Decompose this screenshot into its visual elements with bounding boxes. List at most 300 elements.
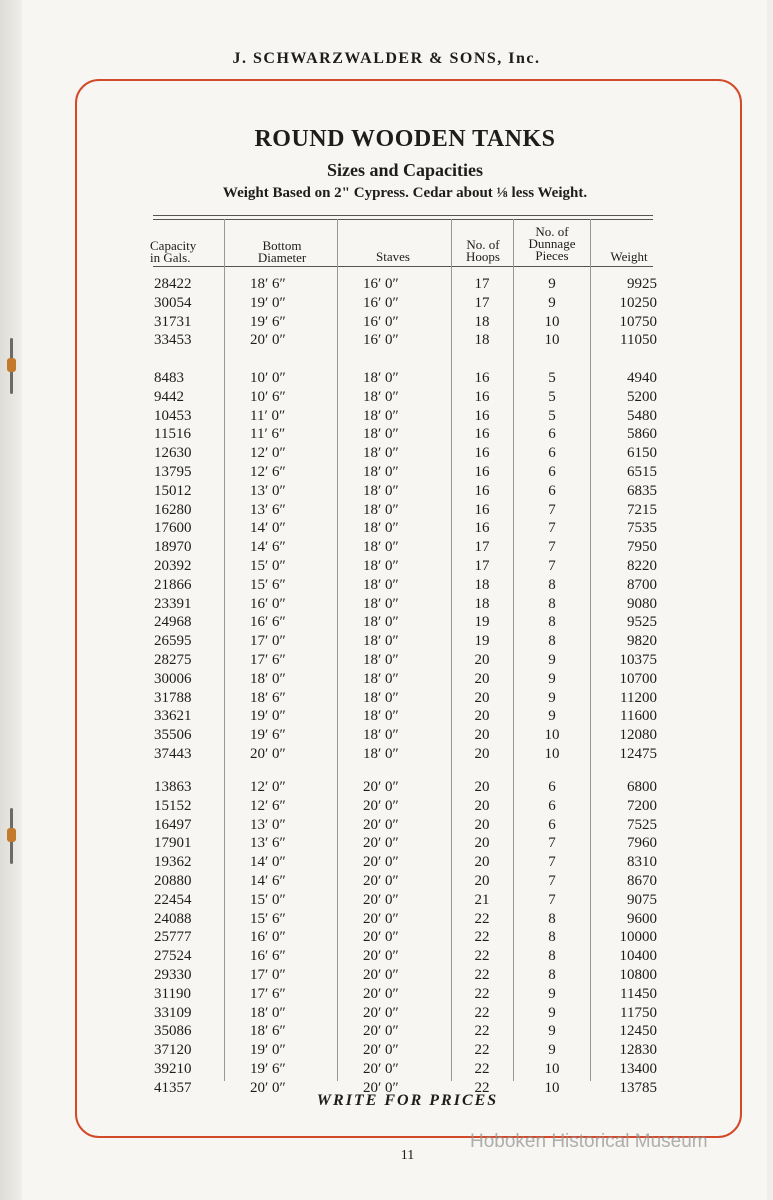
table-cell: 12′ 6″ [250,797,286,814]
table-cell: 13′ 6″ [250,501,286,518]
table-cell: 6515 [627,464,657,480]
table-cell: 11′ 6″ [250,426,286,443]
table-cell: 15′ 6″ [250,910,286,927]
table-row [0,1042,773,1061]
table-cell: 8700 [627,576,657,593]
table-cell: 22 [474,1004,490,1021]
table-cell: 22 [474,1042,490,1059]
table-cell: 9 [548,1004,556,1021]
table-row [0,389,773,408]
table-cell: 9600 [627,910,657,927]
table-row [0,671,773,690]
table-cell: 10400 [619,948,657,965]
table-cell: 12′ 0″ [250,445,286,462]
table-cell: 5860 [627,426,657,443]
col-header-weight: Weight [610,249,648,264]
table-cell: 20′ 0″ [363,929,399,946]
table-cell: 22 [474,929,490,946]
table-cell: 18′ 0″ [363,426,399,443]
table-cell: 18′ 0″ [250,1004,286,1021]
table-cell: 20′ 0″ [363,967,399,983]
table-cell: 20′ 0″ [363,835,399,852]
table-cell: 12630 [154,445,192,462]
table-cell: 10250 [619,294,657,311]
table-cell: 8 [548,595,556,612]
table-cell: 11516 [154,426,191,443]
table-row [0,892,773,911]
table-cell: 22 [474,985,490,1002]
table-cell: 8 [548,910,556,927]
table-cell: 20′ 0″ [363,891,399,908]
table-row [0,276,773,295]
table-cell: 19 [474,614,490,631]
table-cell: 8483 [154,370,184,386]
table-cell: 33621 [154,708,192,725]
table-cell: 10′ 6″ [250,388,286,405]
table-row [0,873,773,892]
table-cell: 20′ 0″ [363,797,399,814]
table-row [0,948,773,967]
table-cell: 9 [548,1042,556,1059]
table-cell: 16497 [154,816,192,833]
table-cell: 20392 [154,558,192,574]
table-cell: 18′ 6″ [250,689,286,706]
table-cell: 41357 [154,1079,192,1096]
table-cell: 19′ 6″ [250,1061,286,1077]
col-header-bottom-diameter: Bottom Diameter [257,238,307,265]
table-cell: 16 [474,407,490,424]
table-cell: 6 [548,816,556,833]
table-cell: 8670 [627,873,657,889]
table-cell: 20′ 0″ [363,816,399,833]
table-cell: 20′ 0″ [250,746,286,762]
table-cell: 16 [474,464,490,480]
table-cell: 13′ 0″ [250,482,286,499]
table-cell: 18′ 0″ [250,670,286,687]
table-cell: 15152 [154,797,192,814]
table-row [0,502,773,521]
table-cell: 10000 [619,929,657,946]
table-cell: 10 [544,727,560,744]
table-cell: 8 [548,614,556,631]
table-cell: 33109 [154,1004,192,1021]
running-head: J. SCHWARZWALDER & SONS, Inc. [232,50,541,67]
table-cell: 18′ 0″ [363,520,399,537]
table-cell: 24968 [154,614,192,631]
weight-note: Weight Based on 2" Cypress. Cedar about ⅛ less Weight. [222,185,588,201]
table-row [0,332,773,351]
table-row [0,408,773,427]
table-cell: 18′ 0″ [363,633,399,650]
table-cell: 6 [548,797,556,814]
col-header-dunnage: No. of Dunnage Pieces [528,224,576,263]
table-row [0,1005,773,1024]
table-row [0,690,773,709]
col-header-capacity: Capacity in Gals. [150,238,197,265]
table-cell: 6 [548,445,556,462]
table-cell: 18′ 0″ [363,388,399,405]
table-cell: 9442 [154,388,184,405]
table-cell: 9525 [627,614,657,631]
table-cell: 16′ 0″ [250,929,286,946]
table-cell: 20′ 0″ [250,1079,286,1096]
table-row [0,633,773,652]
table-cell: 18′ 0″ [363,464,399,480]
table-cell: 16′ 6″ [250,948,286,965]
table-cell: 12450 [619,1023,657,1040]
watermark: Hoboken Historical Museum [470,1131,708,1152]
table-cell: 10800 [619,967,657,983]
table-cell: 7535 [627,520,657,537]
table-cell: 11200 [620,689,657,706]
table-cell: 22 [474,967,490,983]
table-cell: 11050 [620,332,657,349]
table-cell: 20′ 0″ [363,779,399,795]
table-cell: 6 [548,482,556,499]
table-cell: 20′ 0″ [363,1042,399,1059]
table-cell: 22454 [154,891,192,908]
table-cell: 16 [474,426,490,443]
table-cell: 20′ 0″ [363,1004,399,1021]
table-cell: 7 [548,520,556,537]
table-cell: 8 [548,948,556,965]
table-cell: 7200 [627,797,657,814]
col-header-hoops: No. of Hoops [466,237,500,264]
table-row [0,986,773,1005]
table-cell: 15′ 0″ [250,558,286,574]
table-cell: 19 [474,633,490,650]
table-cell: 18970 [154,539,192,556]
table-cell: 7525 [627,816,657,833]
table-cell: 28275 [154,652,192,668]
table-cell: 13785 [619,1079,657,1096]
table-cell: 22 [474,910,490,927]
table-cell: 13795 [154,464,192,480]
table-cell: 12080 [619,727,657,744]
table-cell: 20 [474,670,490,687]
table-cell: 17 [474,276,490,292]
table-row [0,1061,773,1080]
table-cell: 22 [474,1023,490,1040]
table-cell: 20′ 0″ [363,1061,399,1077]
table-cell: 33453 [154,332,192,349]
table-cell: 16′ 6″ [250,614,286,631]
col-header-staves: Staves [376,249,410,264]
table-cell: 13400 [619,1061,657,1077]
table-cell: 22 [474,1079,490,1096]
table-cell: 19′ 6″ [250,727,286,744]
table-cell: 9 [548,652,556,668]
table-cell: 16 [474,501,490,518]
table-cell: 26595 [154,633,192,650]
table-cell: 17′ 6″ [250,652,286,668]
table-row [0,798,773,817]
table-cell: 20 [474,727,490,744]
table-cell: 17 [474,558,490,574]
table-cell: 9820 [627,633,657,650]
table-cell: 10 [544,746,560,762]
table-cell: 7950 [627,539,657,556]
table-cell: 21866 [154,576,192,593]
table-cell: 9 [548,276,556,292]
page-number: 11 [400,1148,415,1163]
table-cell: 20′ 0″ [363,854,399,871]
table-cell: 15′ 6″ [250,576,286,593]
table-cell: 35506 [154,727,192,744]
table-cell: 7215 [627,501,657,518]
table-cell: 8 [548,929,556,946]
table-cell: 14′ 0″ [250,854,286,871]
table-cell: 4940 [627,370,657,386]
table-cell: 18′ 6″ [250,1023,286,1040]
table-cell: 8 [548,633,556,650]
table-row [0,727,773,746]
table-cell: 27524 [154,948,192,965]
table-cell: 18 [474,595,490,612]
table-cell: 20′ 0″ [363,985,399,1002]
table-cell: 20 [474,779,490,795]
table-cell: 5 [548,407,556,424]
table-cell: 16′ 0″ [363,313,399,330]
table-row [0,558,773,577]
table-cell: 9 [548,708,556,725]
table-cell: 18′ 6″ [250,276,286,292]
table-row [0,464,773,483]
table-cell: 20′ 0″ [363,1079,399,1096]
table-cell: 18 [474,576,490,593]
table-cell: 16′ 0″ [250,595,286,612]
table-cell: 16 [474,388,490,405]
table-cell: 16′ 0″ [363,276,399,292]
table-cell: 6835 [627,482,657,499]
table-cell: 20′ 0″ [363,948,399,965]
table-cell: 35086 [154,1023,192,1040]
table-cell: 18′ 0″ [363,370,399,386]
table-cell: 18 [474,332,490,349]
table-cell: 20 [474,689,490,706]
table-cell: 10 [544,1079,560,1096]
table-cell: 9925 [627,276,657,292]
table-cell: 11600 [620,708,657,725]
table-cell: 22 [474,1061,490,1077]
write-for-prices: WRITE FOR PRICES [316,1092,499,1109]
table-row [0,967,773,986]
table-cell: 28422 [154,276,192,292]
table-cell: 31731 [154,313,192,330]
table-cell: 7 [548,501,556,518]
table-cell: 9 [548,689,556,706]
table-cell: 5200 [627,388,657,405]
table-cell: 19′ 0″ [250,1042,286,1059]
table-cell: 10700 [619,670,657,687]
table-cell: 10 [544,332,560,349]
table-cell: 17 [474,294,490,311]
table-cell: 6150 [627,445,657,462]
table-cell: 17′ 6″ [250,985,286,1002]
table-cell: 17′ 0″ [250,967,286,983]
table-cell: 18′ 0″ [363,614,399,631]
table-cell: 10 [544,1061,560,1077]
table-cell: 16 [474,445,490,462]
table-cell: 10 [544,313,560,330]
table-cell: 5480 [627,407,657,424]
table-cell: 9 [548,670,556,687]
table-cell: 7 [548,891,556,908]
table-row [0,577,773,596]
table-cell: 6800 [627,779,657,795]
table-row [0,929,773,948]
table-cell: 18′ 0″ [363,558,399,574]
table-cell: 30054 [154,294,192,311]
table-cell: 12′ 0″ [250,779,286,795]
table-cell: 18′ 0″ [363,482,399,499]
table-cell: 24088 [154,910,192,927]
table-cell: 25777 [154,929,192,946]
table-cell: 39210 [154,1061,192,1077]
table-cell: 6 [548,464,556,480]
table-cell: 16280 [154,501,192,518]
table-row [0,779,773,798]
table-cell: 17600 [154,520,192,537]
table-cell: 10453 [154,407,192,424]
table-cell: 18′ 0″ [363,708,399,725]
table-cell: 20′ 0″ [250,332,286,349]
table-cell: 17901 [154,835,192,852]
table-cell: 20′ 0″ [363,910,399,927]
table-cell: 20 [474,816,490,833]
table-cell: 12475 [619,746,657,762]
table-row [0,746,773,765]
table-cell: 18′ 0″ [363,407,399,424]
page-subtitle: Sizes and Capacities [326,160,483,180]
table-cell: 8 [548,576,556,593]
table-cell: 19362 [154,854,192,871]
table-cell: 18′ 0″ [363,539,399,556]
table-cell: 19′ 0″ [250,708,286,725]
table-row [0,426,773,445]
table-cell: 9 [548,985,556,1002]
table-cell: 18′ 0″ [363,670,399,687]
table-row [0,445,773,464]
page-title: ROUND WOODEN TANKS [254,126,556,152]
table-cell: 16 [474,482,490,499]
table-cell: 22 [474,948,490,965]
table-cell: 10375 [619,652,657,668]
table-cell: 9 [548,294,556,311]
table-cell: 18′ 0″ [363,652,399,668]
table-cell: 16′ 0″ [363,332,399,349]
table-cell: 20 [474,708,490,725]
table-cell: 20 [474,854,490,871]
table-cell: 15012 [154,482,192,499]
table-row [0,817,773,836]
table-cell: 11450 [620,985,657,1002]
table-cell: 15′ 0″ [250,891,286,908]
table-cell: 13863 [154,779,192,795]
table-cell: 16 [474,520,490,537]
table-cell: 20 [474,746,490,762]
table-cell: 17′ 0″ [250,633,286,650]
table-cell: 8 [548,967,556,983]
table-row [0,854,773,873]
table-cell: 14′ 6″ [250,539,286,556]
table-cell: 18′ 0″ [363,746,399,762]
table-row [0,539,773,558]
table-cell: 9075 [627,891,657,908]
table-row [0,596,773,615]
table-cell: 14′ 6″ [250,873,286,889]
table-cell: 18′ 0″ [363,727,399,744]
table-cell: 30006 [154,670,192,687]
table-cell: 18′ 0″ [363,689,399,706]
table-cell: 20′ 0″ [363,1023,399,1040]
table-cell: 8220 [627,558,657,574]
table-cell: 37443 [154,746,192,762]
table-cell: 6 [548,779,556,795]
table-cell: 7 [548,835,556,852]
table-cell: 9080 [627,595,657,612]
table-cell: 18′ 0″ [363,576,399,593]
table-cell: 7 [548,539,556,556]
table-row [0,911,773,930]
table-row [0,483,773,502]
table-cell: 7 [548,854,556,871]
table-cell: 5 [548,370,556,386]
table-row [0,295,773,314]
table-cell: 10′ 0″ [250,370,286,386]
table-cell: 8310 [627,854,657,871]
table-cell: 13′ 0″ [250,816,286,833]
table-cell: 20′ 0″ [363,873,399,889]
table-row [0,708,773,727]
table-cell: 14′ 0″ [250,520,286,537]
table-cell: 19′ 6″ [250,313,286,330]
table-row [0,520,773,539]
table-cell: 7 [548,873,556,889]
table-cell: 18′ 0″ [363,595,399,612]
table-cell: 12′ 6″ [250,464,286,480]
table-row [0,614,773,633]
table-cell: 11750 [620,1004,657,1021]
table-row [0,370,773,389]
table-cell: 18 [474,313,490,330]
table-cell: 16 [474,370,490,386]
table-cell: 5 [548,388,556,405]
table-cell: 19′ 0″ [250,294,286,311]
table-cell: 12830 [619,1042,657,1059]
table-cell: 20880 [154,873,192,889]
table-cell: 29330 [154,967,192,983]
table-cell: 21 [474,891,490,908]
table-row [0,652,773,671]
table-cell: 20 [474,797,490,814]
table-cell: 7960 [627,835,657,852]
table-row [0,314,773,333]
table-cell: 7 [548,558,556,574]
table-cell: 11′ 0″ [250,407,286,424]
table-cell: 18′ 0″ [363,445,399,462]
table-cell: 20 [474,652,490,668]
table-row [0,1023,773,1042]
table-cell: 13′ 6″ [250,835,286,852]
table-cell: 23391 [154,595,192,612]
table-cell: 6 [548,426,556,443]
table-cell: 31788 [154,689,192,706]
table-cell: 16′ 0″ [363,294,399,311]
table-cell: 20 [474,873,490,889]
table-cell: 18′ 0″ [363,501,399,518]
table-cell: 9 [548,1023,556,1040]
